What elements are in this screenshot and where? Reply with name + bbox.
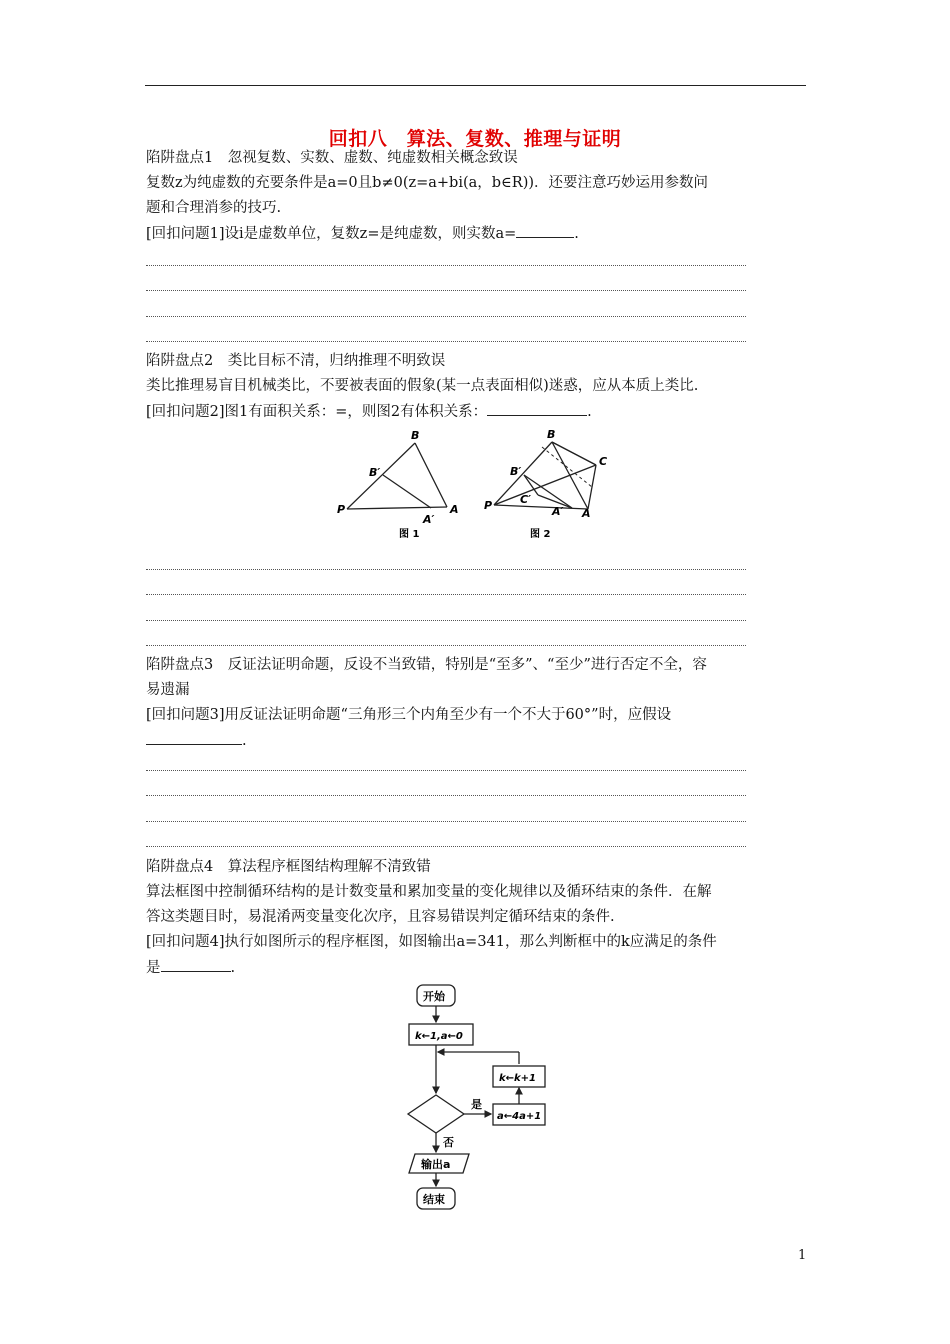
label-a: A [582, 507, 591, 520]
page-title: 回扣八 算法、复数、推理与证明 [328, 128, 622, 150]
flow-yes-label: 是 [471, 1098, 482, 1111]
question1 [146, 223, 579, 244]
edge-pa [494, 505, 588, 509]
label-a-prime: A′ [423, 513, 435, 526]
flow-output-label: 输出a [421, 1158, 451, 1171]
flow-init-label: k←1,a←0 [415, 1031, 463, 1042]
question4-line2 [146, 957, 235, 978]
header-rule [145, 85, 806, 86]
edge-ba [415, 443, 447, 507]
answer-line [146, 341, 746, 342]
answer-blank-3[interactable] [146, 730, 242, 745]
question3-answer [146, 730, 247, 751]
flowchart [395, 980, 565, 1215]
section1-body-line1: 复数z为纯虚数的充要条件是a=0且b≠0(z=a+bi(a，b∈R))．还要注意巧妙运用参数问 [146, 175, 709, 191]
section1-heading: 陷阱盘点1 忽视复数、实数、虚数、纯虚数相关概念致误 [146, 150, 518, 166]
section4-heading: 陷阱盘点4 算法程序框图结构理解不清致错 [146, 859, 431, 875]
question2-text: [回扣问题2]图1有面积关系：=，则图2有体积关系： [146, 404, 488, 420]
label-p: P [337, 503, 346, 516]
label-a-prime: A′ [552, 505, 564, 518]
question1-end: . [574, 226, 579, 242]
label-c: C [599, 455, 608, 468]
section4-body-line1: 算法框图中控制循环结构的是计数变量和累加变量的变化规律以及循环结束的条件．在解 [146, 884, 712, 900]
page-number: 1 [798, 1248, 807, 1263]
label-b: B [547, 428, 556, 441]
label-b: B [411, 429, 420, 442]
answer-line [146, 770, 746, 771]
question3: [回扣问题3]用反证法证明命题“三角形三个内角至少有一个不大于60°”时，应假设 [146, 707, 672, 723]
section4-body-line2: 答这类题目时，易混淆两变量变化次序，且容易错误判定循环结束的条件. [146, 909, 615, 925]
question2-end: . [587, 404, 592, 420]
answer-line [146, 821, 746, 822]
flow-update-k-label: k←k+1 [499, 1073, 537, 1084]
question4-text: 是 [146, 960, 161, 976]
label-p: P [484, 499, 493, 512]
section2-body: 类比推理易盲目机械类比，不要被表面的假象(某一点表面相似)迷惑，应从本质上类比. [146, 378, 699, 394]
question2 [146, 401, 592, 422]
edge-pb [347, 443, 415, 509]
answer-line [146, 316, 746, 317]
answer-blank-1[interactable] [516, 223, 574, 238]
answer-line [146, 265, 746, 266]
answer-line [146, 645, 746, 646]
section1-body-line2: 题和合理消参的技巧. [146, 200, 282, 216]
section2-heading: 陷阱盘点2 类比目标不清，归纳推理不明致误 [146, 353, 446, 369]
hidden-edge [542, 447, 592, 487]
edge-b-prime-a-prime [524, 475, 572, 508]
answer-line [146, 569, 746, 570]
figure-1-caption: 图 1 [399, 529, 420, 540]
figure-2-tetrahedron [480, 425, 620, 545]
edge-pa [347, 507, 447, 509]
section3-heading-line2: 易遗漏 [146, 682, 190, 698]
answer-line [146, 846, 746, 847]
question1-text: [回扣问题1]设i是虚数单位，复数z=是纯虚数，则实数a= [146, 226, 517, 242]
label-b-prime: B′ [369, 466, 381, 479]
flow-start-label: 开始 [423, 990, 445, 1003]
answer-blank-2[interactable] [487, 401, 587, 416]
section3-heading-line1: 陷阱盘点3 反证法证明命题，反设不当致错，特别是“至多”、“至少”进行否定不全，容 [146, 657, 707, 673]
figure-1-triangle [335, 425, 465, 545]
flow-update-a-label: a←4a+1 [497, 1111, 542, 1122]
question4-line1: [回扣问题4]执行如图所示的程序框图，如图输出a=341，那么判断框中的k应满足的条件 [146, 934, 717, 950]
question4-end: . [230, 960, 236, 976]
label-c-prime: C′ [520, 493, 531, 506]
label-b-prime: B′ [510, 465, 522, 478]
question3-end: . [242, 733, 247, 749]
edge-b-prime-a-prime [383, 475, 431, 508]
flow-decision [408, 1095, 464, 1133]
answer-line [146, 290, 746, 291]
answer-line [146, 795, 746, 796]
flow-no-label: 否 [443, 1136, 454, 1149]
answer-line [146, 620, 746, 621]
edge-ca [588, 465, 596, 509]
figure-2-caption: 图 2 [530, 529, 551, 540]
flow-end-label: 结束 [423, 1193, 445, 1206]
answer-blank-4[interactable] [161, 957, 231, 972]
label-a: A [450, 503, 459, 516]
answer-line [146, 594, 746, 595]
